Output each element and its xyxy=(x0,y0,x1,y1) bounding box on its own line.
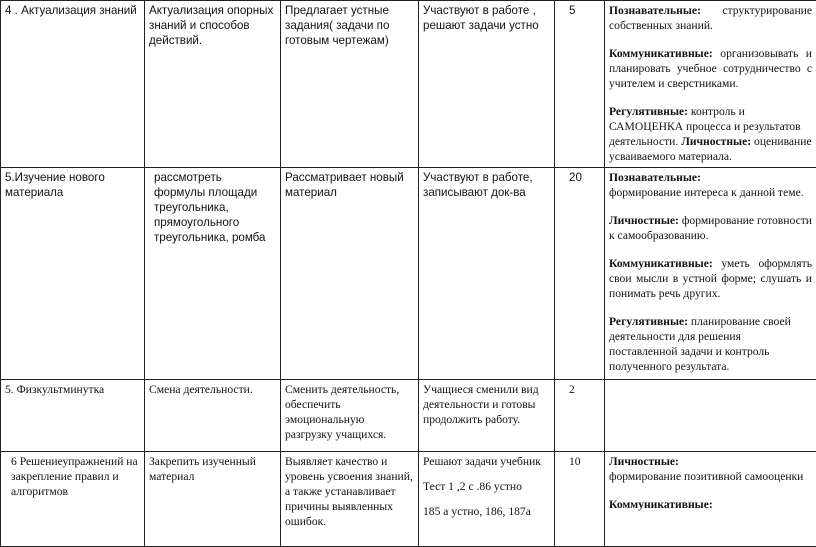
competency-text: контроль и САМОЦЕНКА процесса и результатов деятельности. xyxy=(609,105,801,148)
competency-text: структурирование собственных знаний. xyxy=(609,4,812,32)
goal-text: Закрепить изученный материал xyxy=(149,455,256,483)
competencies-cell xyxy=(605,380,816,452)
time-cell xyxy=(555,452,605,547)
table-row xyxy=(1,380,816,452)
competency-text: планирование своей деятельности для решения поставленной задачи и контроль полученного результата. xyxy=(609,315,791,373)
students-text: Учащиеся сменили вид деятельности и готовы продолжить работу. xyxy=(423,383,539,426)
students-text: Тест 1 ,2 с .86 устно xyxy=(423,480,522,493)
goal-text: Актуализация опорных знаний и способов действий. xyxy=(149,4,273,47)
competency-text: организовывать и планировать учебное сотрудничество с учителем и сверстниками. xyxy=(609,47,812,90)
stage-cell xyxy=(1,452,145,547)
table-row xyxy=(1,1,816,168)
competency-item xyxy=(609,497,812,512)
students-cell xyxy=(419,1,555,168)
goal-cell xyxy=(145,168,281,380)
competency-item xyxy=(609,256,812,301)
competency-label: Коммуникативные: xyxy=(609,47,713,60)
goal-cell xyxy=(145,452,281,547)
teacher-text: Выявляет качество и уровень усвоения знаний, а также устанавливает причины выявленных ошибок. xyxy=(285,455,413,528)
time-cell xyxy=(555,1,605,168)
competency-label: Познавательные: xyxy=(609,170,701,185)
competency-label: Регулятивные: xyxy=(609,105,688,118)
teacher-text: Предлагает устные задания( задачи по готовым чертежам) xyxy=(285,4,389,47)
time-text: 5 xyxy=(569,4,575,17)
stage-text: 6 Решениеупражнений на закрепление правил и алгоритмов xyxy=(11,455,138,498)
stage-text: 5.Изучение нового материала xyxy=(5,171,105,199)
competency-item xyxy=(609,213,812,243)
goal-cell xyxy=(145,380,281,452)
time-cell xyxy=(555,380,605,452)
table-row xyxy=(1,452,816,547)
competency-label: Личностные: xyxy=(609,454,679,469)
competency-label: Личностные: xyxy=(681,135,751,148)
competency-item xyxy=(609,46,812,91)
competency-item xyxy=(609,104,812,164)
time-text: 2 xyxy=(569,383,575,396)
stage-cell xyxy=(1,1,145,168)
competency-label: Познавательные: xyxy=(609,4,701,17)
competency-text: оценивание усваиваемого материала. xyxy=(609,135,812,163)
competencies-cell xyxy=(605,452,816,547)
goal-cell xyxy=(145,1,281,168)
stage-cell xyxy=(1,380,145,452)
competency-text: уметь оформлять свои мысли в устной форме; слушать и понимать речь других. xyxy=(609,257,812,300)
students-text: 185 а устно, 186, 187а xyxy=(423,505,531,518)
students-text: Участвуют в работе , решают задачи устно xyxy=(423,4,539,32)
time-text: 20 xyxy=(569,171,582,184)
students-cell xyxy=(419,452,555,547)
competency-label: Личностные: xyxy=(609,214,679,227)
students-cell xyxy=(419,380,555,452)
stage-cell xyxy=(1,168,145,380)
competency-item xyxy=(609,454,812,484)
teacher-cell xyxy=(281,380,419,452)
competency-item xyxy=(609,3,812,33)
goal-text: рассмотреть формулы площади треугольника, прямоугольного треугольника, ромба xyxy=(154,171,266,244)
competency-label: Коммуникативные: xyxy=(609,257,713,270)
teacher-cell xyxy=(281,1,419,168)
competencies-cell xyxy=(605,168,816,380)
students-text: Решают задачи учебник xyxy=(423,455,541,468)
competencies-cell xyxy=(605,1,816,168)
competency-label: Регулятивные: xyxy=(609,315,688,328)
stage-text: 4 . Актуализация знаний xyxy=(5,4,137,17)
competency-text: формирование готовности к самообразованию. xyxy=(609,214,812,242)
time-text: 10 xyxy=(569,455,581,468)
teacher-text: Сменить деятельность, обеспечить эмоциональную разгрузку учащихся. xyxy=(285,383,399,441)
teacher-cell xyxy=(281,452,419,547)
competency-text: формирование позитивной самооценки xyxy=(609,470,803,483)
goal-text: Смена деятельности. xyxy=(149,383,253,396)
competency-item xyxy=(609,314,812,374)
teacher-text: Рассматривает новый материал xyxy=(285,171,404,199)
competency-text: формирование интереса к данной теме. xyxy=(609,186,804,199)
table-row xyxy=(1,168,816,380)
competency-label: Коммуникативные: xyxy=(609,498,713,511)
students-text: Участвуют в работе, записывают док-ва xyxy=(423,171,533,199)
teacher-cell xyxy=(281,168,419,380)
students-cell xyxy=(419,168,555,380)
competency-item xyxy=(609,170,812,200)
time-cell xyxy=(555,168,605,380)
stage-text: 5. Физкультминутка xyxy=(5,383,104,396)
